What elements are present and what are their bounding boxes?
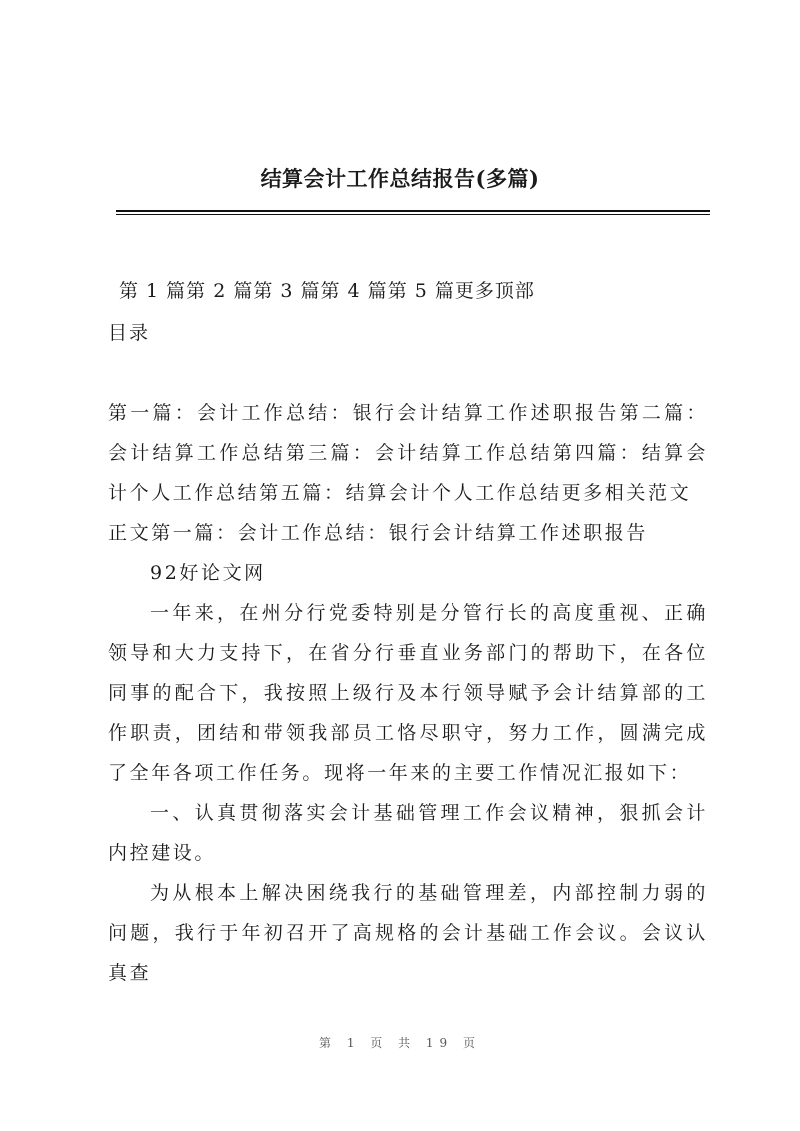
- nav-link-part-1[interactable]: 第 1 篇: [119, 280, 187, 302]
- nav-link-part-2[interactable]: 第 2 篇: [186, 280, 254, 302]
- section-nav: [119, 276, 535, 303]
- nav-link-part-3[interactable]: 第 3 篇: [253, 280, 321, 302]
- page-footer: 第 1 页 共 19 页: [319, 1036, 481, 1050]
- main-body: [108, 513, 708, 993]
- nav-link-part-4[interactable]: 第 4 篇: [320, 280, 388, 302]
- nav-link-part-5[interactable]: 第 5 篇: [387, 280, 455, 302]
- title-rule-thin: [116, 214, 710, 215]
- nav-link-more[interactable]: 更多: [454, 280, 495, 302]
- body-first-line: 正文第一篇：会计工作总结：银行会计结算工作述职报告: [108, 522, 649, 544]
- body-paragraph: 一年来，在州分行党委特别是分管行长的高度重视、正确领导和大力支持下，在省分行垂直业务部门的帮助下，在各位同事的配合下，我按照上级行及本行领导赋予会计结算部的工作职责，团结和带领我部员工恪尽职守，努力工作，圆满完成了全年各项工作任务。现将一年来的主要工作情况汇报如下：: [108, 602, 708, 784]
- page-title: 结算会计工作总结报告(多篇): [260, 166, 540, 191]
- body-paragraph: 为从根本上解决困绕我行的基础管理差，内部控制力弱的问题，我行于年初召开了高规格的会计基础工作会议。会议认真查: [108, 882, 708, 984]
- source-line: 92好论文网: [150, 562, 266, 584]
- body-paragraph: 一、认真贯彻落实会计基础管理工作会议精神，狠抓会计内控建设。: [108, 802, 708, 864]
- toc-body: [108, 393, 708, 513]
- toc-text: 第一篇：会计工作总结：银行会计结算工作述职报告第二篇：会计结算工作总结第三篇：会计结算工作总结第四篇：结算会计个人工作总结第五篇：结算会计个人工作总结更多相关范文: [108, 402, 708, 504]
- toc-heading: 目录: [108, 322, 151, 344]
- title-rule: [116, 210, 710, 212]
- nav-link-top[interactable]: 顶部: [494, 280, 535, 302]
